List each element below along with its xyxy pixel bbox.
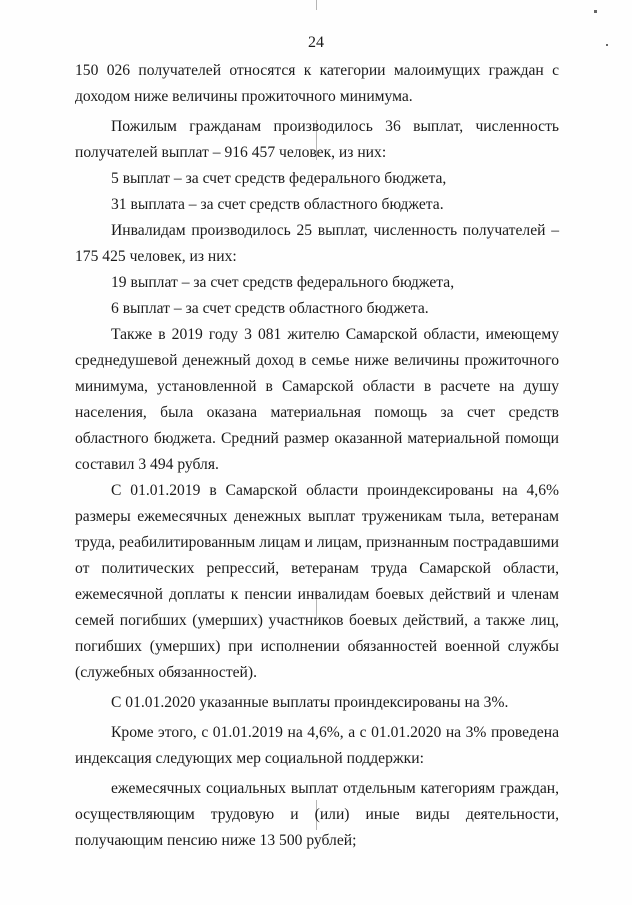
list-item: 5 выплат – за счет средств федерального бюджета, (111, 170, 447, 187)
paragraph: 150 026 получателей относятся к категории малоимущих граждан с доходом ниже величины прожиточного минимума. (75, 62, 559, 105)
paragraph: С 01.01.2020 указанные выплаты проиндексированы на 3%. (111, 694, 509, 711)
paragraph: ежемесячных социальных выплат отдельным категориям граждан, осуществляющим трудовую и (или) иные виды деятельности, получающим пенсию ниже 13 500 рублей; (75, 780, 559, 849)
paragraph: С 01.01.2019 в Самарской области проиндексированы на 4,6% размеры ежемесячных денежных выплат труженикам тыла, ветеранам труда, реабилитированным лицам и лицам, признанным пострадавшими от политических репрессий, ветеранам труда Самарской области, ежемесячной доплаты к пенсии инвалидам боевых действий и членам семей погибших (умерших) участников боевых действий, а также лиц, погибших (умерших) при исполнении обязанностей военной службы (служебных обязанностей). (75, 482, 559, 681)
list-item: 31 выплата – за счет средств областного бюджета. (111, 196, 444, 213)
scan-dot (594, 10, 597, 13)
page-number: 24 (308, 34, 324, 51)
list-item: 6 выплат – за счет средств областного бюджета. (111, 300, 429, 317)
paragraph: Пожилым гражданам производилось 36 выплат, численность получателей выплат – 916 457 человек, из них: (75, 118, 559, 161)
scan-mark (316, 0, 317, 10)
paragraph: Также в 2019 году 3 081 жителю Самарской области, имеющему среднедушевой денежный доход в семье ниже величины прожиточного минимума, установленной в Самарской области в расчете на душу населения, была оказана материальная помощь за счет средств областного бюджета. Средний размер оказанной материальной помощи составил 3 494 рубля. (75, 326, 559, 473)
paragraph: Инвалидам производилось 25 выплат, численность получателей – 175 425 человек, из них: (75, 222, 559, 265)
paragraph: Кроме этого, с 01.01.2019 на 4,6%, а с 01.01.2020 на 3% проведена индексация следующих мер социальной поддержки: (75, 724, 559, 767)
page-body (75, 58, 559, 854)
list-item: 19 выплат – за счет средств федерального бюджета, (111, 274, 455, 291)
